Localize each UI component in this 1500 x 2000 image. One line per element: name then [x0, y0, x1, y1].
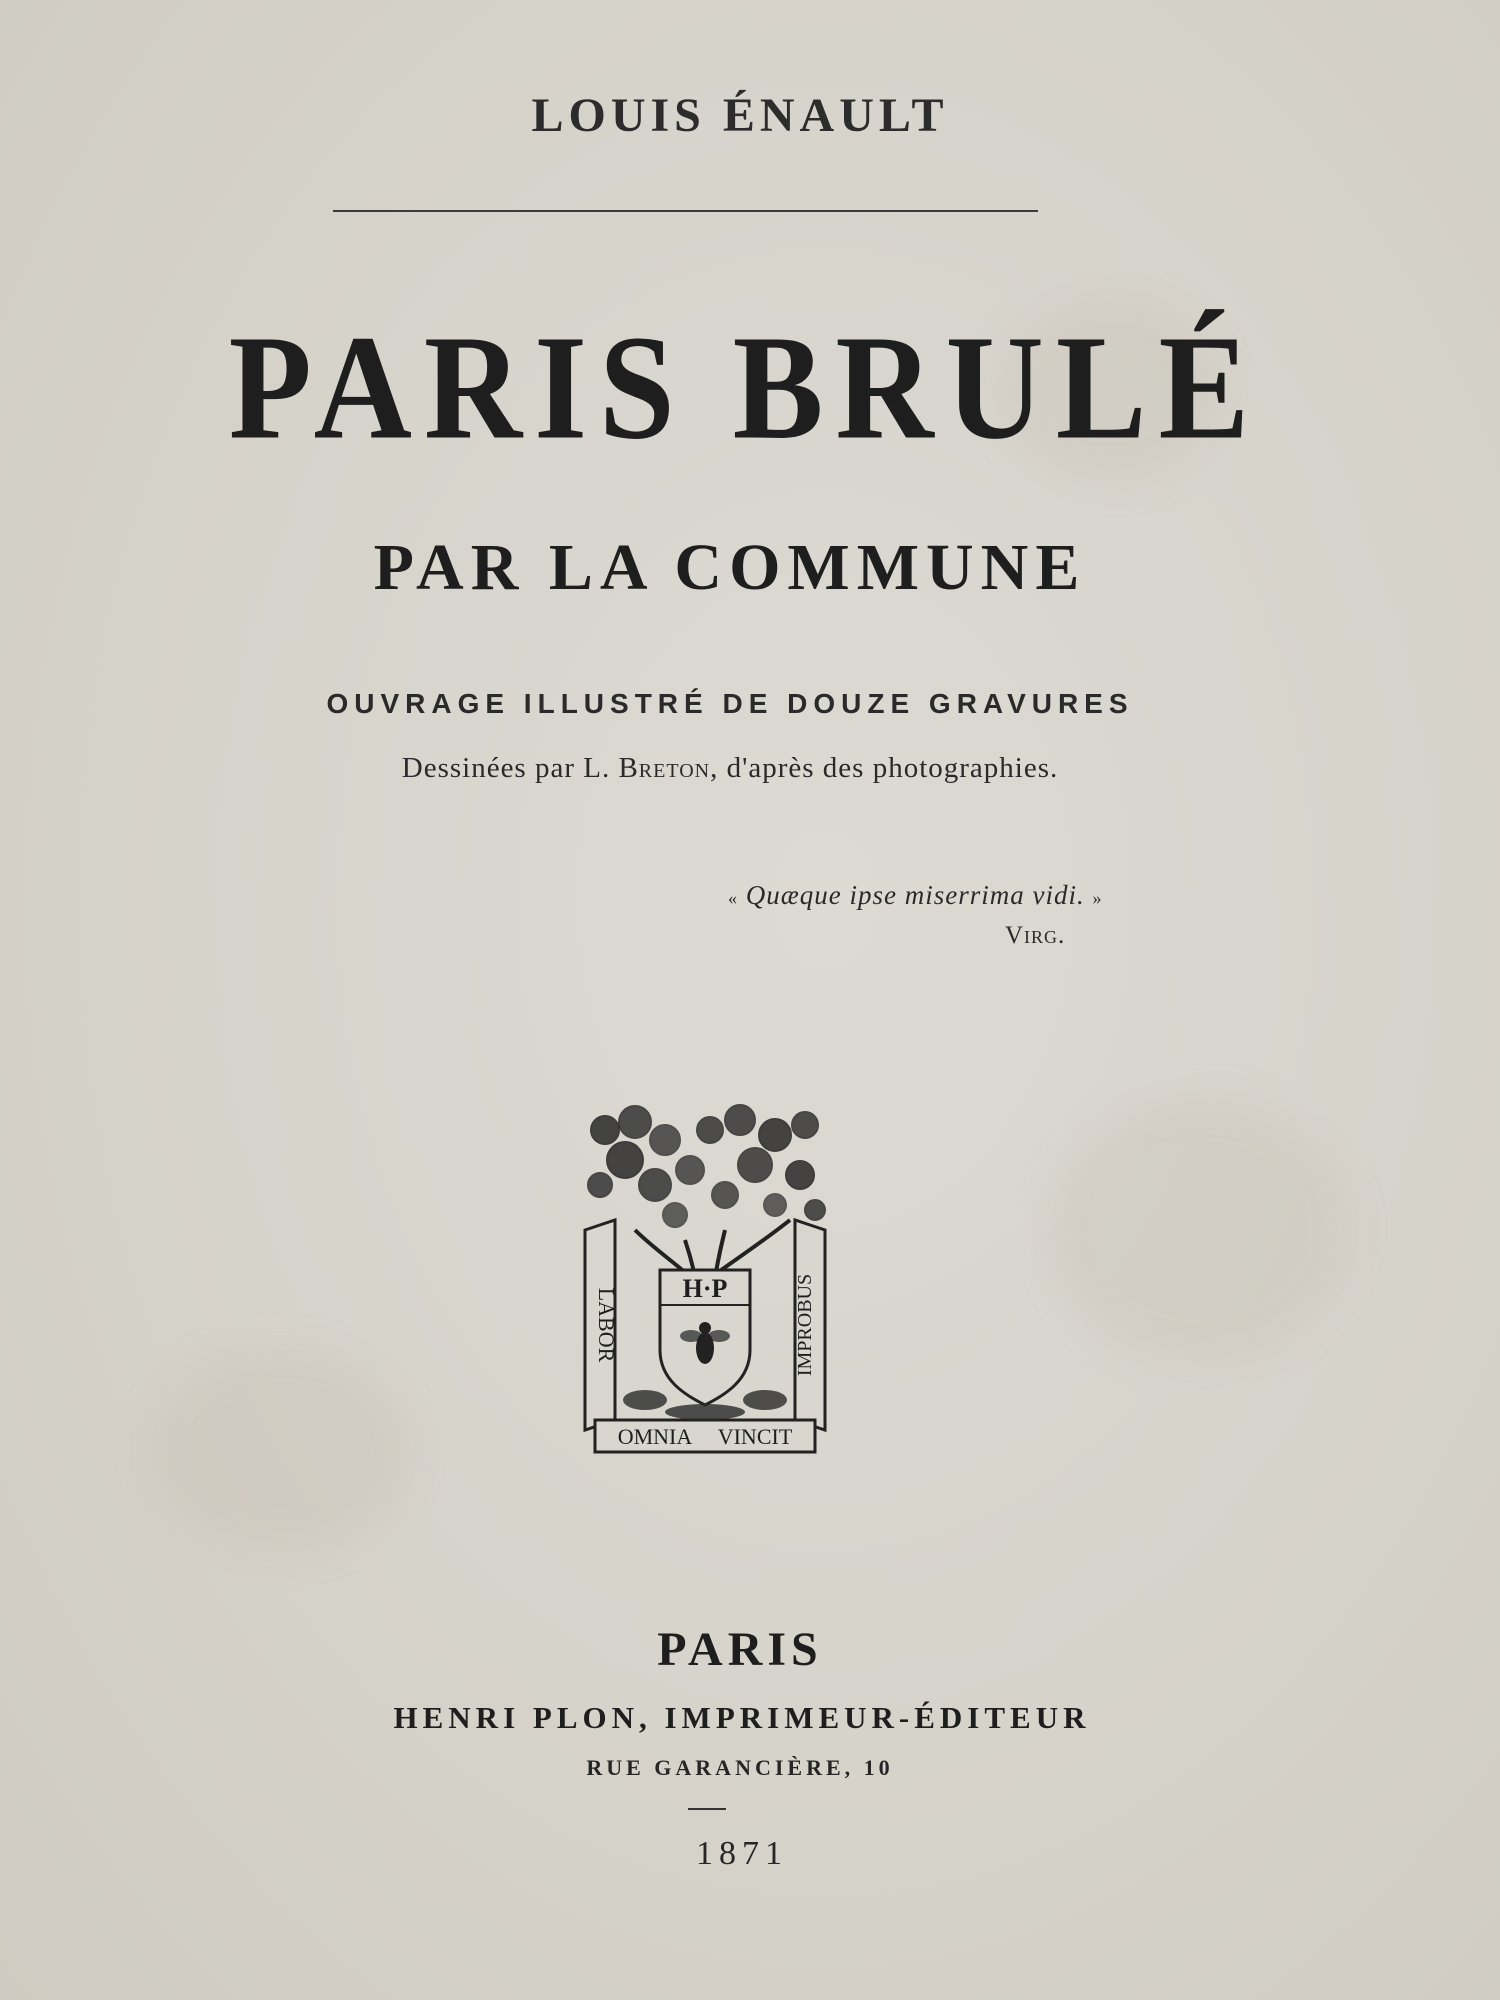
printer-emblem [575, 1100, 835, 1460]
imprint-city: PARIS [657, 1623, 823, 1676]
illustrator-credit-suffix: , d'après des photographies. [710, 752, 1059, 784]
imprint-publisher: HENRI PLON, IMPRIMEUR-ÉDITEUR [393, 1700, 1091, 1735]
imprint-year: 1871 [696, 1835, 788, 1872]
illustrator-credit [0, 752, 1480, 785]
epigraph-close-quote: » [1092, 888, 1103, 908]
motto-bottom-left: OMNIA [617, 1424, 693, 1449]
bottom-divider-rule [688, 1808, 726, 1810]
epigraph-text: Quæque ipse miserrima vidi. [745, 880, 1085, 910]
motto-bottom-right: VINCIT [717, 1424, 793, 1449]
illustrator-name: Breton [618, 752, 711, 784]
epigraph-open-quote: « [728, 888, 738, 908]
illustrations-note: OUVRAGE ILLUSTRÉ DE DOUZE GRAVURES [326, 688, 1134, 719]
illustrator-credit-prefix: Dessinées par L. [401, 752, 619, 784]
paper-stain [150, 1350, 410, 1550]
motto-left: LABOR [594, 1287, 619, 1363]
imprint-address: RUE GARANCIÈRE, 10 [586, 1755, 894, 1780]
emblem-monogram: H·P [682, 1274, 728, 1303]
book-subtitle: PAR LA COMMUNE [373, 531, 1087, 604]
epigraph [728, 880, 1102, 911]
paper-stain [1050, 1100, 1350, 1360]
motto-right: IMPROBUS [794, 1273, 816, 1377]
top-divider-rule [333, 210, 1038, 212]
epigraph-attribution: Virg. [1005, 922, 1066, 949]
author-name: LOUIS ÉNAULT [531, 89, 949, 142]
book-title: PARIS BRULÉ [228, 305, 1262, 471]
